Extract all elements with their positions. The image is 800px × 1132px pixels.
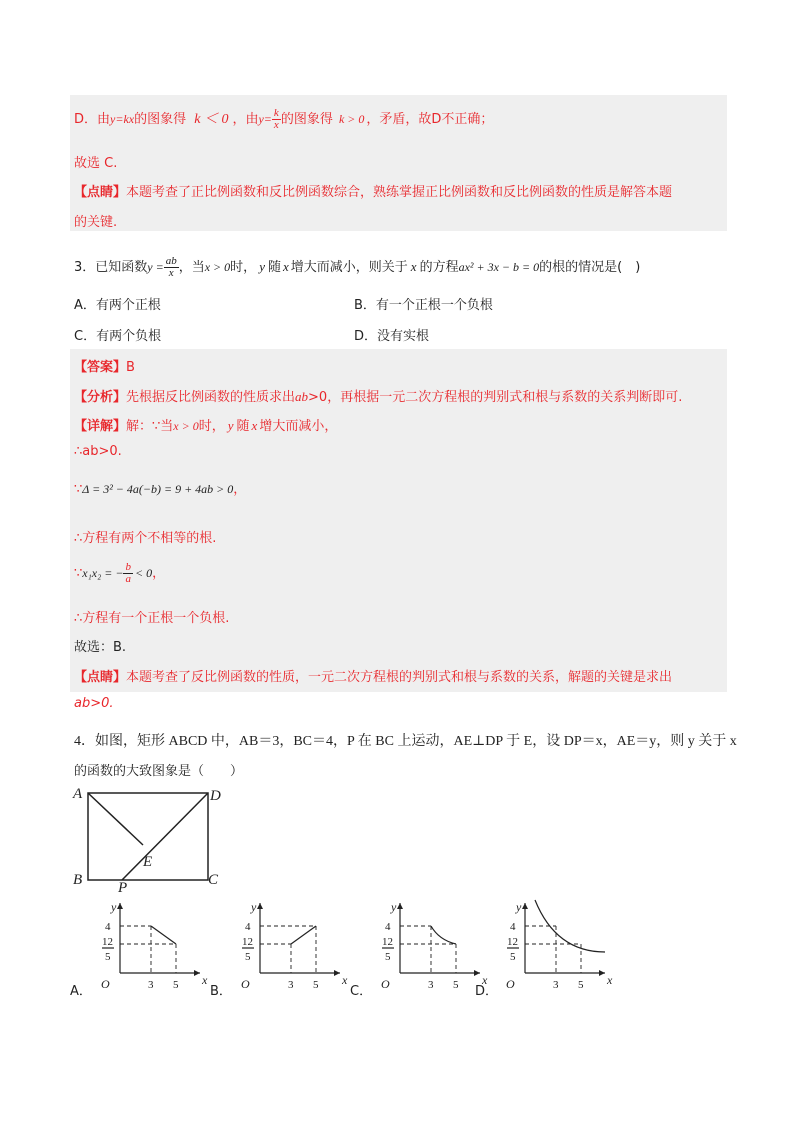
tick-x-3: 3 xyxy=(288,979,294,991)
y-axis-label: y xyxy=(516,900,522,914)
curve xyxy=(535,900,605,952)
tick-4: 4 xyxy=(510,921,516,933)
y-axis-arrow xyxy=(522,903,528,909)
q3-step-discriminant: ∵Δ = 3² − 4a(−b) = 9 + 4ab > 0， xyxy=(74,482,247,497)
tick-4: 4 xyxy=(385,921,391,933)
origin-label: O xyxy=(506,977,515,991)
graph-option-b xyxy=(225,898,355,993)
graph-option-d xyxy=(490,898,620,993)
fraction-k-over-x: $\frac{k}{x}$ xyxy=(273,107,279,131)
origin-label: O xyxy=(241,977,250,991)
q3-option-a: A．有两个正根 xyxy=(74,298,161,313)
tick-12: 12 xyxy=(102,936,113,948)
label-b: B xyxy=(73,872,83,888)
tick-12: 12 xyxy=(242,936,253,948)
graph-option-label-d: D． xyxy=(475,984,499,999)
tick-5: 5 xyxy=(510,951,516,963)
tick-5: 5 xyxy=(105,951,111,963)
tick-4: 4 xyxy=(105,921,111,933)
q3-option-c: C．有两个负根 xyxy=(74,329,162,344)
graph-option-label-c: C． xyxy=(350,984,373,999)
q3-stem: 3．已知函数y = $\frac{ab}{x}$ ，当x > 0时， y 随 x 增大而减小，则关于 x 的方程ax² + 3x − b = 0的根的情况是( ) xyxy=(74,255,641,279)
graph-option-label-b: B． xyxy=(210,984,232,999)
tick-5: 5 xyxy=(245,951,251,963)
curve xyxy=(431,926,456,944)
q3-choose: 故选：B. xyxy=(74,640,127,655)
y-axis-arrow xyxy=(397,903,403,909)
q3-step-product: ∵x₁x₂ = − $\frac{b}{a}$ < 0， xyxy=(74,561,166,585)
x-axis-label: x xyxy=(342,973,348,987)
q3-step-two-roots: ∴方程有两个不相等的根. xyxy=(74,531,217,546)
q3-step-conclusion: ∴方程有一个正根一个负根. xyxy=(74,611,230,626)
x-axis-arrow xyxy=(194,970,200,976)
tick-x-5: 5 xyxy=(453,979,459,991)
x-axis-label: x xyxy=(607,973,613,987)
q2-comment-line1: 【点睛】本题考查了正比例函数和反比例函数综合，熟练掌握正比例函数和反比例函数的性质是解答本题 xyxy=(74,185,673,200)
tick-12: 12 xyxy=(382,936,393,948)
q2-comment-line2: 的关键. xyxy=(74,215,118,230)
fraction-ab-over-x: $\frac{ab}{x}$ xyxy=(165,255,177,279)
q3-step-ab-positive: ∴ab>0. xyxy=(74,444,122,459)
q3-answer: 【答案】B xyxy=(74,360,135,375)
y-axis-label: y xyxy=(391,900,397,914)
tick-4: 4 xyxy=(245,921,251,933)
q3-comment-line2: ab>0. xyxy=(74,696,114,711)
tick-x-5: 5 xyxy=(578,979,584,991)
q4-stem-line1: 4．如图，矩形 ABCD 中，AB＝3，BC＝4，P 在 BC 上运动，AE⊥DP 于 E，设 DP＝x，AE＝y，则 y 关于 x xyxy=(74,734,737,749)
tick-5: 5 xyxy=(385,951,391,963)
q3-comment-line1: 【点睛】本题考查了反比例函数的性质，一元二次方程根的判别式和根与系数的关系，解题的关键是求出 xyxy=(74,670,673,685)
graph-option-label-a: A． xyxy=(70,984,92,999)
x-axis-label: x xyxy=(202,973,208,987)
label-c: C xyxy=(208,872,219,888)
x-axis-arrow xyxy=(334,970,340,976)
q2-option-d-explanation: D．由y=kx的图象得 k ＜ 0 ，由y= $\frac{k}{x}$ 的图象得 k > 0 ，矛盾，故D不正确； xyxy=(74,107,494,131)
graph-option-c xyxy=(365,898,495,993)
curve xyxy=(291,926,316,944)
y-axis-arrow xyxy=(257,903,263,909)
q2-choose: 故选 C. xyxy=(74,156,118,171)
q4-stem-line2: 的函数的大致图象是（ ） xyxy=(74,764,244,779)
label-e: E xyxy=(143,854,153,870)
tick-x-3: 3 xyxy=(428,979,434,991)
tick-x-3: 3 xyxy=(553,979,559,991)
rectangle-figure xyxy=(70,785,230,895)
origin-label: O xyxy=(381,977,390,991)
tick-x-3: 3 xyxy=(148,979,154,991)
x-axis-arrow xyxy=(599,970,605,976)
q3-option-b: B．有一个正根一个负根 xyxy=(354,298,493,313)
tick-12: 12 xyxy=(507,936,518,948)
origin-label: O xyxy=(101,977,110,991)
label-p: P xyxy=(118,880,128,895)
fraction-b-over-a: $\frac{b}{a}$ xyxy=(125,561,131,585)
label-d: D xyxy=(210,788,221,804)
tick-x-5: 5 xyxy=(313,979,319,991)
label-a: A xyxy=(73,786,83,802)
q3-option-d: D．没有实根 xyxy=(354,329,430,344)
y-axis-label: y xyxy=(251,900,257,914)
y-axis-label: y xyxy=(111,900,117,914)
y-axis-arrow xyxy=(117,903,123,909)
graph-option-a xyxy=(85,898,215,993)
q3-detail-intro: 【详解】解：∵当x > 0时， y 随 x 增大而减小， xyxy=(74,418,338,434)
x-axis-label: x xyxy=(482,973,488,987)
curve xyxy=(151,926,176,944)
q3-analysis: 【分析】先根据反比例函数的性质求出ab>0，再根据一元二次方程根的判别式和根与系数的关系判断即可. xyxy=(74,389,683,405)
x-axis-arrow xyxy=(474,970,480,976)
tick-x-5: 5 xyxy=(173,979,179,991)
